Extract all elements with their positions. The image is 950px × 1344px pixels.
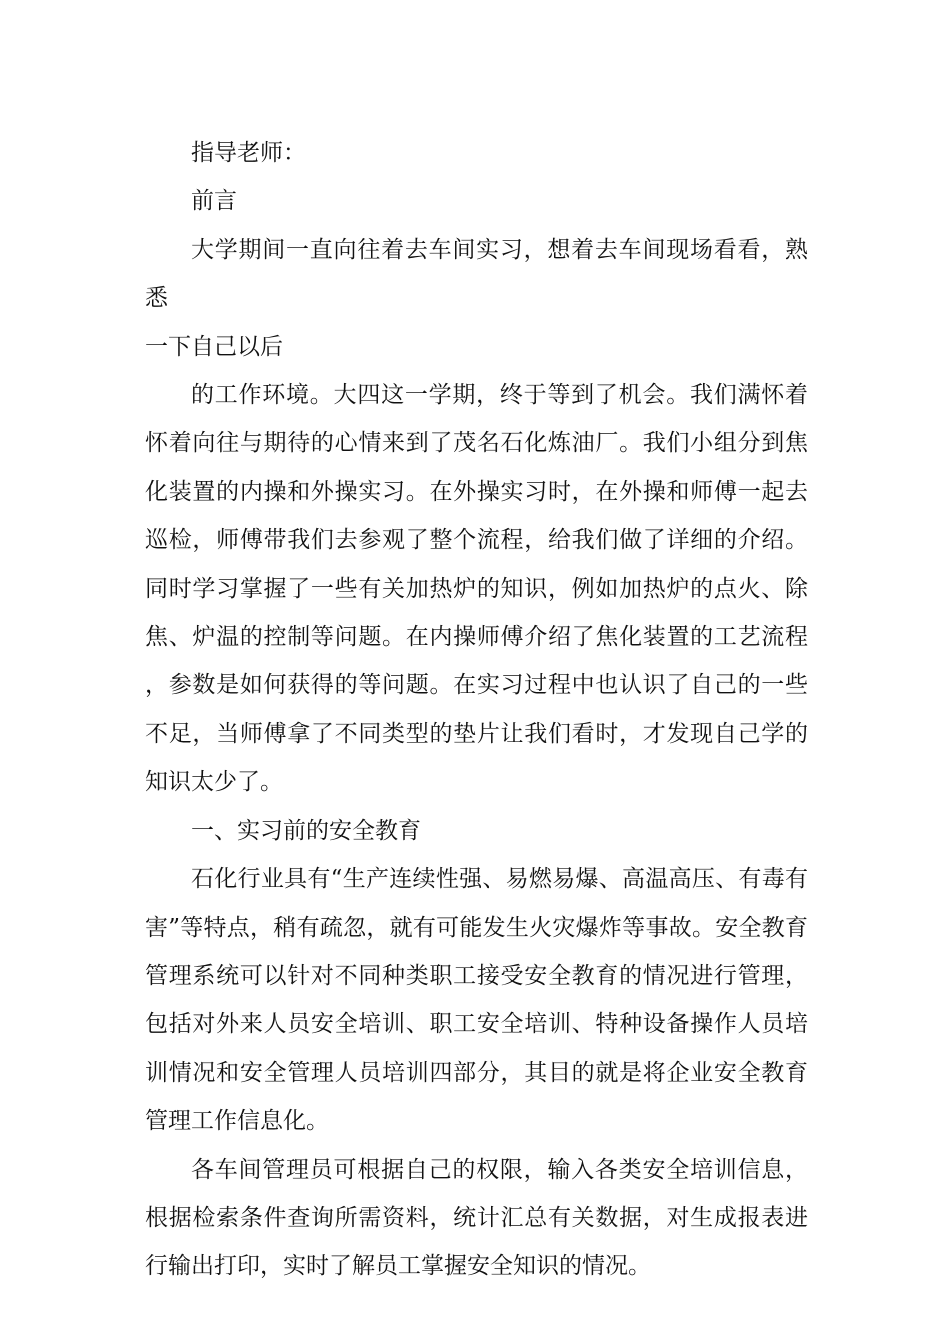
advisor-label: 指导老师： — [191, 140, 306, 166]
intro-paragraph: 的工作环境。大四这一学期，终于等到了机会。我们满怀着怀着向往与期待的心情来到了茂名石化炼油厂。我们小组分到焦化装置的内操和外操实习。在外操实习时，在外操和师傅一起去巡检，师傅带我们去参观了整个流程，给我们做了详细的介绍。同时学习掌握了一些有关加热炉的知识，例如加热炉的点火、除焦、炉温的控制等问题。在内操师傅介绍了焦化装置的工艺流程，参数是如何获得的等问题。在实习过程中也认识了自己的一些不足，当师傅拿了不同类型的垫片让我们看时，才发现自己学的知识太少了。 — [145, 382, 808, 796]
intro-line-2: 一下自己以后 — [145, 333, 283, 360]
preface-heading: 前言 — [191, 188, 237, 215]
section-1-paragraph-1: 石化行业具有“生产连续性强、易燃易爆、高温高压、有毒有害”等特点，稍有疏忽，就有可能发生火灾爆炸等事故。安全教育管理系统可以针对不同种类职工接受安全教育的情况进行管理，包括对外来人员安全培训、职工安全培训、特种设备操作人员培训情况和安全管理人员培训四部分，其目的就是将企业安全教育管理工作信息化。 — [145, 866, 808, 1135]
document-body — [145, 129, 808, 1291]
section-1-heading: 一、实习前的安全教育 — [191, 817, 421, 844]
section-1-paragraph-2: 各车间管理员可根据自己的权限，输入各类安全培训信息，根据检索条件查询所需资料，统计汇总有关数据，对生成报表进行输出打印，实时了解员工掌握安全知识的情况。 — [145, 1156, 808, 1280]
intro-line-1: 大学期间一直向往着去车间实习，想着去车间现场看看，熟悉 — [145, 236, 808, 312]
